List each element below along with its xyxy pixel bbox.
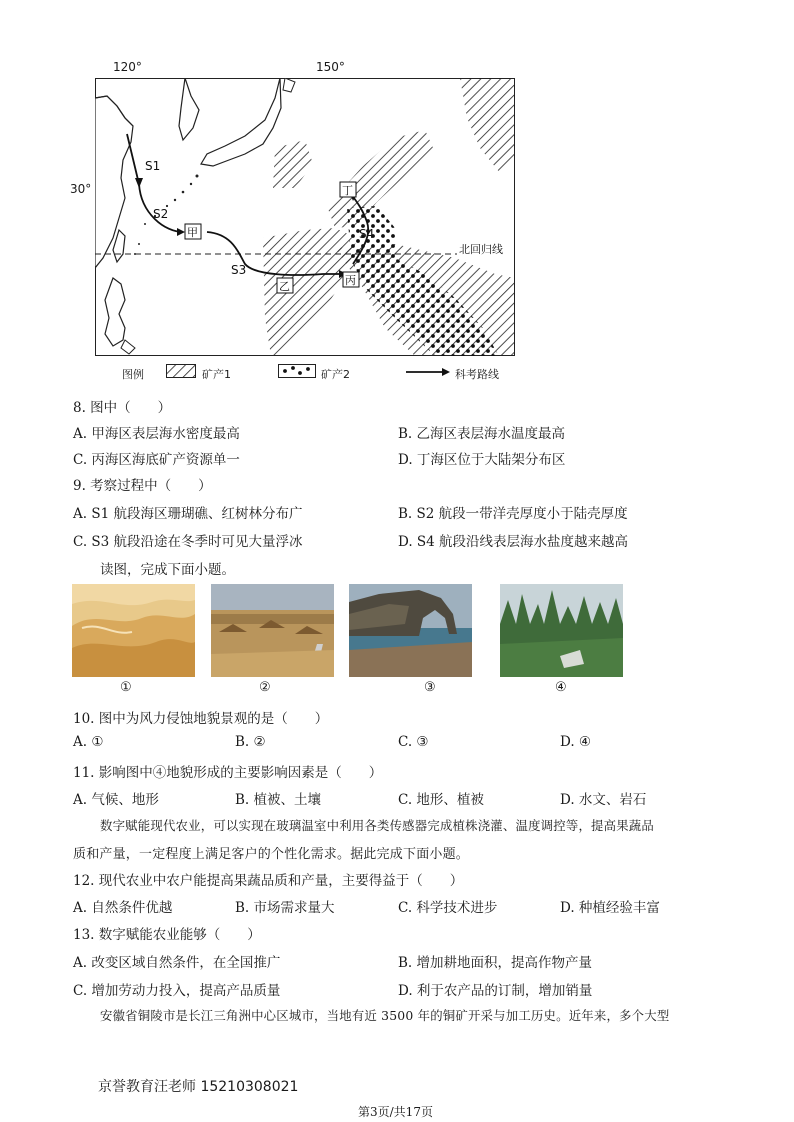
route-s2-label: S2: [153, 207, 169, 221]
q12-option-c[interactable]: C. 科学技术进步: [398, 900, 498, 916]
legend-mineral2-swatch: [278, 364, 316, 378]
photos-intro: 读图，完成下面小题。: [100, 562, 235, 578]
q10-option-b[interactable]: B. ②: [235, 734, 266, 750]
photo-label-4: ④: [555, 680, 567, 695]
point-jia: [185, 224, 201, 239]
lon-120-label: 120°: [113, 60, 142, 74]
q13-option-c[interactable]: C. 增加劳动力投入，提高产品质量: [73, 983, 281, 999]
q11-option-a[interactable]: A. 气候、地形: [73, 792, 159, 808]
q11-stem: 11. 影响图中④地貌形成的主要影响因素是（ ）: [73, 765, 383, 781]
photo-sandstone-peaks: [500, 584, 623, 677]
point-ding: [340, 182, 356, 197]
tongling-paragraph: 安徽省铜陵市是长江三角洲中心区城市，当地有近 3500 年的铜矿开采与加工历史。近年来，多个大型: [100, 1008, 670, 1023]
q10-option-d[interactable]: D. ④: [560, 734, 592, 750]
q13-option-a[interactable]: A. 改变区域自然条件，在全国推广: [73, 955, 281, 971]
q9-option-d[interactable]: D. S4 航段沿线表层海水盐度越来越高: [398, 534, 629, 550]
lat-30-label: 30°: [70, 182, 92, 196]
svg-text:丙: 丙: [345, 274, 356, 287]
legend-title: 图例: [122, 368, 144, 381]
q10-option-a[interactable]: A. ①: [73, 734, 104, 750]
q8-option-a[interactable]: A. 甲海区表层海水密度最高: [73, 426, 240, 442]
footer-teacher-contact: 京誉教育汪老师 15210308021: [98, 1079, 299, 1095]
q8-option-d[interactable]: D. 丁海区位于大陆架分布区: [398, 452, 566, 468]
q9-stem: 9. 考察过程中（ ）: [73, 478, 212, 494]
photo-label-1: ①: [120, 680, 132, 695]
q12-stem: 12. 现代农业中农户能提高果蔬品质和产量，主要得益于（ ）: [73, 873, 464, 889]
page-number: 第3页/共17页: [358, 1105, 433, 1119]
q8-option-c[interactable]: C. 丙海区海底矿产资源单一: [73, 452, 240, 468]
q11-option-b[interactable]: B. 植被、土壤: [235, 792, 322, 808]
q12-option-a[interactable]: A. 自然条件优越: [73, 900, 173, 916]
q9-option-a[interactable]: A. S1 航段海区珊瑚礁、红树林分布广: [73, 506, 303, 522]
photo-label-3: ③: [424, 680, 436, 695]
svg-text:乙: 乙: [279, 280, 290, 293]
q12-option-d[interactable]: D. 种植经验丰富: [560, 900, 660, 916]
q10-option-c[interactable]: C. ③: [398, 734, 429, 750]
legend-mineral1-swatch: [166, 364, 196, 378]
legend-route-label: 科考路线: [455, 368, 499, 381]
q8-option-b[interactable]: B. 乙海区表层海水温度最高: [398, 426, 566, 442]
q8-stem: 8. 图中（ ）: [73, 400, 172, 416]
legend-route-arrow: [406, 367, 452, 377]
q11-option-d[interactable]: D. 水文、岩石: [560, 792, 647, 808]
route-s3-label: S3: [231, 263, 247, 277]
q11-option-c[interactable]: C. 地形、植被: [398, 792, 484, 808]
point-bing: [343, 272, 359, 287]
photo-yardang-landform: [211, 584, 334, 677]
photo-desert-dunes: [72, 584, 195, 677]
legend-mineral2-label: 矿产2: [321, 368, 350, 381]
agri-paragraph-line1: 数字赋能现代农业，可以实现在玻璃温室中利用各类传感器完成植株浇灌、温度调控等，提高果蔬品: [100, 818, 654, 833]
svg-text:丁: 丁: [342, 184, 353, 197]
svg-text:甲: 甲: [187, 226, 198, 239]
legend-mineral1-label: 矿产1: [202, 368, 231, 381]
route-s1-label: S1: [145, 159, 161, 173]
q13-stem: 13. 数字赋能农业能够（ ）: [73, 927, 261, 943]
q9-option-c[interactable]: C. S3 航段沿途在冬季时可见大量浮冰: [73, 534, 303, 550]
photo-sea-arch: [349, 584, 472, 677]
photo-label-2: ②: [259, 680, 271, 695]
q13-option-d[interactable]: D. 利于农产品的订制，增加销量: [398, 983, 593, 999]
q12-option-b[interactable]: B. 市场需求量大: [235, 900, 335, 916]
point-yi: [277, 278, 293, 293]
agri-paragraph-line2: 质和产量，一定程度上满足客户的个性化需求。据此完成下面小题。: [73, 847, 470, 862]
q13-option-b[interactable]: B. 增加耕地面积，提高作物产量: [398, 955, 593, 971]
tropic-label: 北回归线: [459, 243, 503, 256]
route-map: [95, 78, 515, 356]
q10-stem: 10. 图中为风力侵蚀地貌景观的是（ ）: [73, 711, 329, 727]
route-s4-label: S4: [359, 227, 375, 241]
q9-option-b[interactable]: B. S2 航段一带洋壳厚度小于陆壳厚度: [398, 506, 628, 522]
lon-150-label: 150°: [316, 60, 345, 74]
